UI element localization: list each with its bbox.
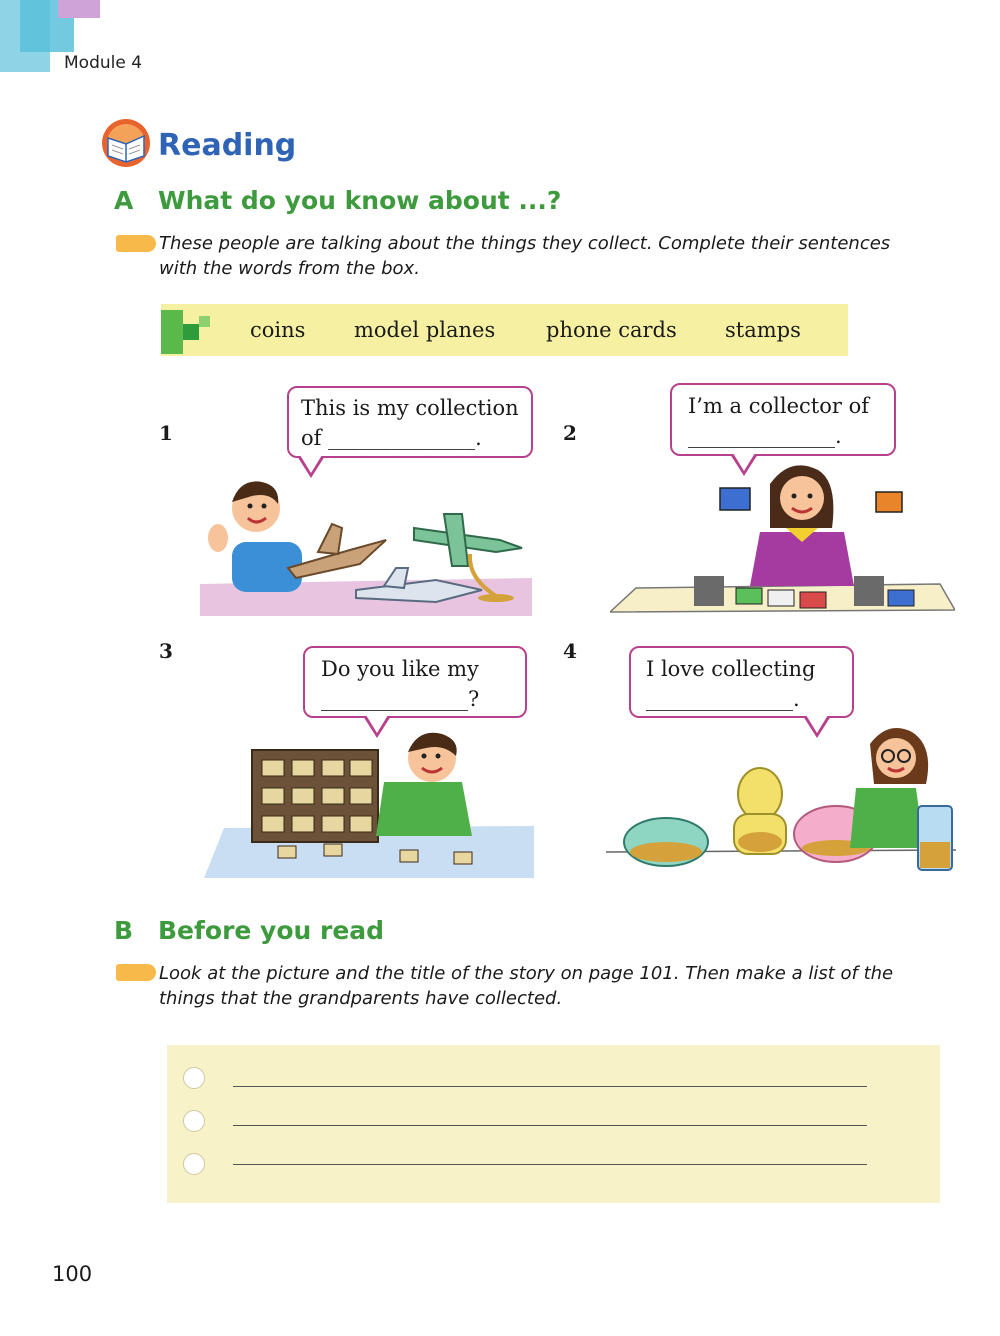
- section-a-letter: A: [114, 186, 134, 215]
- note-hole: [183, 1067, 205, 1089]
- word-model-planes: model planes: [354, 318, 496, 342]
- bubble-text: I’m a collector of: [688, 394, 869, 418]
- instruction-line: Look at the picture and the title of the story on page 101. Then make a list of the: [159, 963, 894, 984]
- speech-bubble-2: [670, 383, 896, 456]
- instruction-tab-a: [116, 235, 156, 252]
- item-number: 2: [563, 421, 577, 445]
- illustration-phone-cards: [610, 458, 955, 616]
- writing-line[interactable]: [233, 1086, 867, 1087]
- bubble-text: of ______________.: [301, 426, 482, 450]
- note-hole: [183, 1153, 205, 1175]
- illustration-model-planes: [200, 468, 532, 616]
- item-number: 4: [563, 639, 577, 663]
- section-a-instruction: [159, 231, 890, 281]
- bubble-text: I love collecting: [646, 657, 816, 681]
- note-paper: [167, 1045, 940, 1203]
- section-b-heading: Before you read: [158, 916, 385, 945]
- writing-line[interactable]: [233, 1164, 867, 1165]
- note-hole: [183, 1110, 205, 1132]
- item-number: 3: [159, 639, 173, 663]
- word-phone-cards: phone cards: [546, 318, 677, 342]
- speech-bubble-4: [629, 646, 854, 718]
- word-stamps: stamps: [725, 318, 801, 342]
- instruction-tab-b: [116, 964, 156, 981]
- word-box: [161, 304, 848, 356]
- word-coins: coins: [250, 318, 306, 342]
- illustration-coins: [606, 718, 956, 878]
- bubble-text: ______________?: [321, 687, 480, 711]
- instruction-line: These people are talking about the things they collect. Complete their sentences: [159, 233, 891, 254]
- book-icon: [98, 118, 154, 168]
- instruction-line: things that the grandparents have collected.: [159, 988, 563, 1009]
- instruction-line: with the words from the box.: [159, 258, 420, 279]
- illustration-stamps: [204, 728, 534, 878]
- bubble-text: ______________.: [646, 687, 800, 711]
- page-number: 100: [52, 1262, 93, 1286]
- writing-line[interactable]: [233, 1125, 867, 1126]
- box-decoration: [183, 324, 199, 340]
- reading-title: Reading: [158, 128, 297, 163]
- bubble-text: This is my collection: [301, 396, 519, 420]
- section-a-heading: What do you know about ...?: [158, 186, 562, 215]
- bubble-text: Do you like my: [321, 657, 479, 681]
- speech-bubble-3: [303, 646, 527, 718]
- section-b-letter: B: [114, 916, 134, 945]
- section-b-instruction: [159, 961, 893, 1011]
- box-decoration: [161, 310, 183, 354]
- speech-bubble-1: [287, 386, 533, 458]
- module-label: Module 4: [64, 53, 143, 73]
- item-number: 1: [159, 421, 173, 445]
- box-decoration: [199, 316, 210, 327]
- bubble-text: ______________.: [688, 424, 842, 448]
